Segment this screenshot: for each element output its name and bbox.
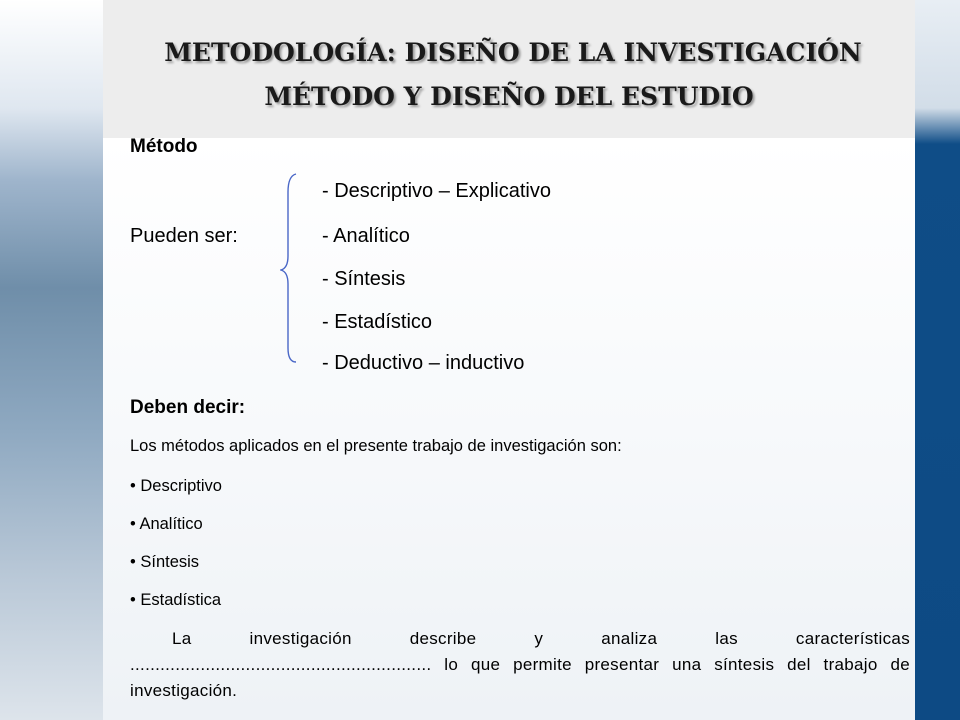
slide-title-line-1: METODOLOGÍA: DISEÑO DE LA INVESTIGACIÓN [164, 38, 862, 67]
method-type-3: - Síntesis [322, 268, 406, 290]
method-heading: Método [130, 136, 198, 157]
conclusion-paragraph [130, 626, 910, 704]
paragraph-rest: ............................................................ lo que permite presentar una síntesis del trabajo de investigación. [130, 655, 910, 700]
can-be-label: Pueden ser: [130, 225, 238, 247]
intro-sentence: Los métodos aplicados en el presente trabajo de investigación son: [130, 437, 622, 455]
paragraph-line-1: La investigación describe y analiza las características [172, 629, 910, 648]
slide-title-line-2: MÉTODO Y DISEÑO DEL ESTUDIO [264, 82, 754, 111]
method-type-5: - Deductivo – inductivo [322, 352, 525, 374]
method-type-1: - Descriptivo – Explicativo [322, 180, 551, 202]
should-say-heading: Deben decir: [130, 397, 246, 418]
bullet-item-1: • Descriptivo [130, 477, 222, 495]
bullet-item-3: • Síntesis [130, 553, 200, 571]
title-bar [103, 0, 915, 138]
method-type-4: - Estadístico [322, 311, 433, 333]
method-type-2: - Analítico [322, 225, 410, 247]
left-decorative-band [0, 0, 103, 720]
bullet-item-2: • Analítico [130, 515, 203, 533]
bullet-item-4: • Estadística [130, 591, 222, 609]
curly-brace-icon [280, 172, 302, 364]
right-decorative-band [915, 0, 960, 720]
